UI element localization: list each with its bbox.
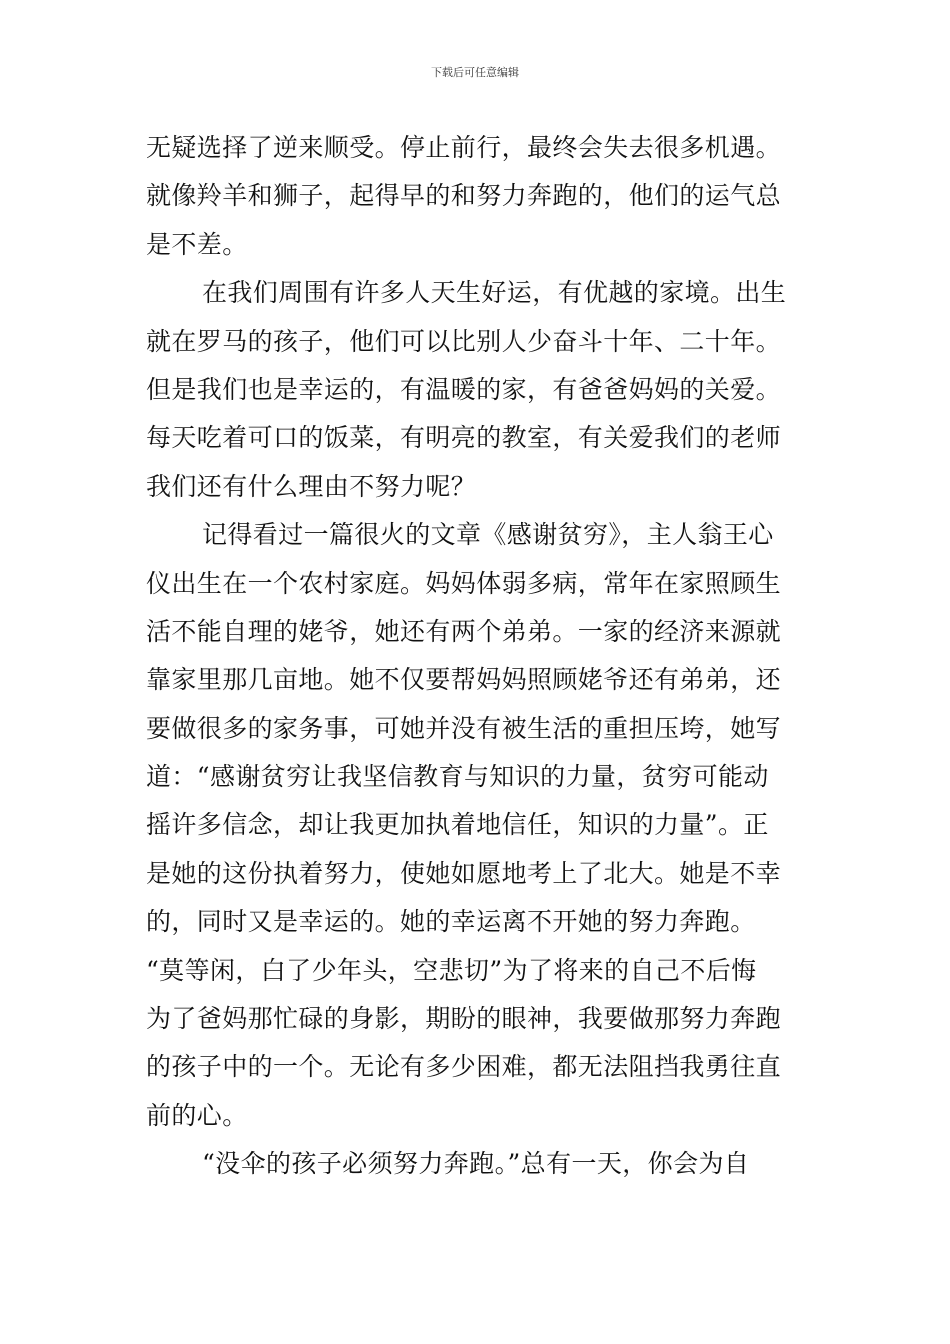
essay-body [146, 124, 810, 1189]
text-line: 是不差。 [146, 229, 248, 259]
text-line: “莫等闲，白了少年头，空悲切”为了将来的自己不后悔 [146, 955, 757, 985]
text-line: 摇许多信念，却让我更加执着地信任，知识的力量”。正 [146, 810, 769, 840]
text-line: 的孩子中的一个。无论有多少困难，都无法阻挡我勇往直 [146, 1052, 782, 1082]
text-line: 为了爸妈那忙碌的身影，期盼的眼神，我要做那努力奔跑 [146, 1004, 782, 1034]
text-line: 前的心。 [146, 1100, 248, 1130]
text-line: 是她的这份执着努力，使她如愿地考上了北大。她是不幸 [146, 858, 782, 888]
text-line: 道：“感谢贫穷让我坚信教育与知识的力量，贫穷可能动 [146, 762, 769, 792]
page-header-note: 下载后可任意编辑 [431, 66, 519, 79]
text-line: 要做很多的家务事，可她并没有被生活的重担压垮，她写 [146, 713, 782, 743]
paragraph-start-line: 记得看过一篇很火的文章《感谢贫穷》，主人翁王心 [202, 520, 774, 550]
text-line: 仪出生在一个农村家庭。妈妈体弱多病，常年在家照顾生 [146, 568, 782, 598]
text-line: 但是我们也是幸运的，有温暖的家，有爸爸妈妈的关爱。 [146, 374, 782, 404]
text-line: 无疑选择了逆来顺受。停止前行，最终会失去很多机遇。 [146, 133, 782, 162]
paragraph-start-line: “没伞的孩子必须努力奔跑。”总有一天，你会为自 [202, 1149, 750, 1179]
paragraph-start-line: 在我们周围有许多人天生好运，有优越的家境。出生 [202, 278, 787, 308]
text-line: 就像羚羊和狮子，起得早的和努力奔跑的，他们的运气总 [146, 181, 782, 211]
text-line: 我们还有什么理由不努力呢？ [146, 471, 477, 501]
text-line: 就在罗马的孩子，他们可以比别人少奋斗十年、二十年。 [146, 326, 782, 356]
text-line: 活不能自理的姥爷，她还有两个弟弟。一家的经济来源就 [146, 616, 782, 646]
text-line: 的，同时又是幸运的。她的幸运离不开她的努力奔跑。 [146, 907, 756, 937]
text-line: 靠家里那几亩地。她不仅要帮妈妈照顾姥爷还有弟弟，还 [146, 665, 782, 695]
text-line: 每天吃着可口的饭菜，有明亮的教室，有关爱我们的老师 [146, 423, 782, 453]
